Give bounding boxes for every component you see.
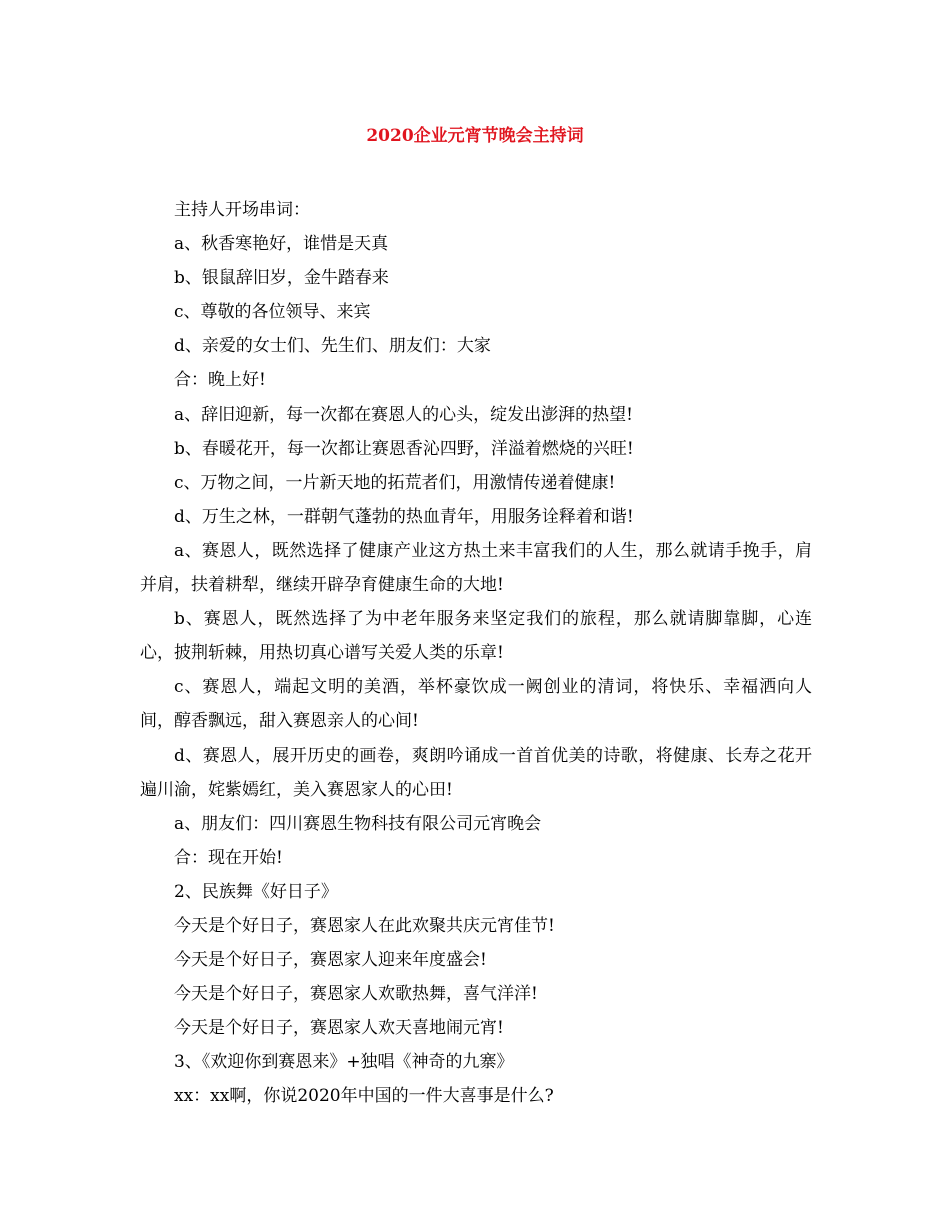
document-title: 2020企业元宵节晚会主持词 (366, 126, 584, 146)
paragraph: 3、《欢迎你到赛恩来》+独唱《神奇的九寨》 (174, 1052, 514, 1073)
paragraph: xx：xx啊，你说2020年中国的一件大喜事是什么? (174, 1086, 554, 1107)
paragraph: b、春暖花开，每一次都让赛恩香沁四野，洋溢着燃烧的兴旺! (174, 438, 634, 459)
paragraph: d、亲爱的女士们、先生们、朋友们：大家 (174, 336, 491, 357)
paragraph: a、赛恩人，既然选择了健康产业这方热土来丰富我们的人生，那么就请手挽手，肩并肩，扶着耕犁，继续开辟孕育健康生命的大地! (140, 540, 812, 596)
paragraph: c、赛恩人，端起文明的美酒，举杯豪饮成一阙创业的清词，将快乐、幸福洒向人间，醇香飘远，甜入赛恩亲人的心间! (140, 677, 812, 732)
paragraph: 今天是个好日子，赛恩家人在此欢聚共庆元宵佳节! (174, 915, 555, 936)
paragraph: 合：现在开始! (174, 847, 283, 868)
paragraph: b、赛恩人，既然选择了为中老年服务来坚定我们的旅程，那么就请脚靠脚，心连心，披荆斩棘，用热切真心谱写关爱人类的乐章! (140, 609, 812, 664)
paragraph: c、尊敬的各位领导、来宾 (174, 302, 371, 323)
paragraph: a、辞旧迎新，每一次都在赛恩人的心头，绽发出澎湃的热望! (174, 404, 633, 425)
paragraph: 今天是个好日子，赛恩家人迎来年度盛会! (174, 950, 487, 971)
paragraph: 2、民族舞《好日子》 (174, 881, 338, 902)
paragraph: c、万物之间，一片新天地的拓荒者们，用激情传递着健康! (174, 472, 616, 493)
paragraph: 主持人开场串词： (174, 200, 310, 220)
paragraph: 今天是个好日子，赛恩家人欢歌热舞，喜气洋洋! (174, 984, 538, 1005)
paragraph: a、朋友们：四川赛恩生物科技有限公司元宵晚会 (174, 813, 542, 834)
paragraph: a、秋香寒艳好，谁惜是天真 (174, 234, 389, 255)
paragraph: 合：晚上好! (174, 370, 266, 391)
document-body (140, 193, 812, 1114)
paragraph: d、赛恩人，展开历史的画卷，爽朗吟诵成一首首优美的诗歌，将健康、长寿之花开遍川渝，姹紫嫣红，美入赛恩家人的心田! (140, 745, 812, 800)
paragraph: d、万生之林，一群朝气蓬勃的热血青年，用服务诠释着和谐! (174, 506, 634, 527)
paragraph: b、银鼠辞旧岁，金牛踏春来 (174, 268, 389, 289)
paragraph: 今天是个好日子，赛恩家人欢天喜地闹元宵! (174, 1018, 504, 1039)
